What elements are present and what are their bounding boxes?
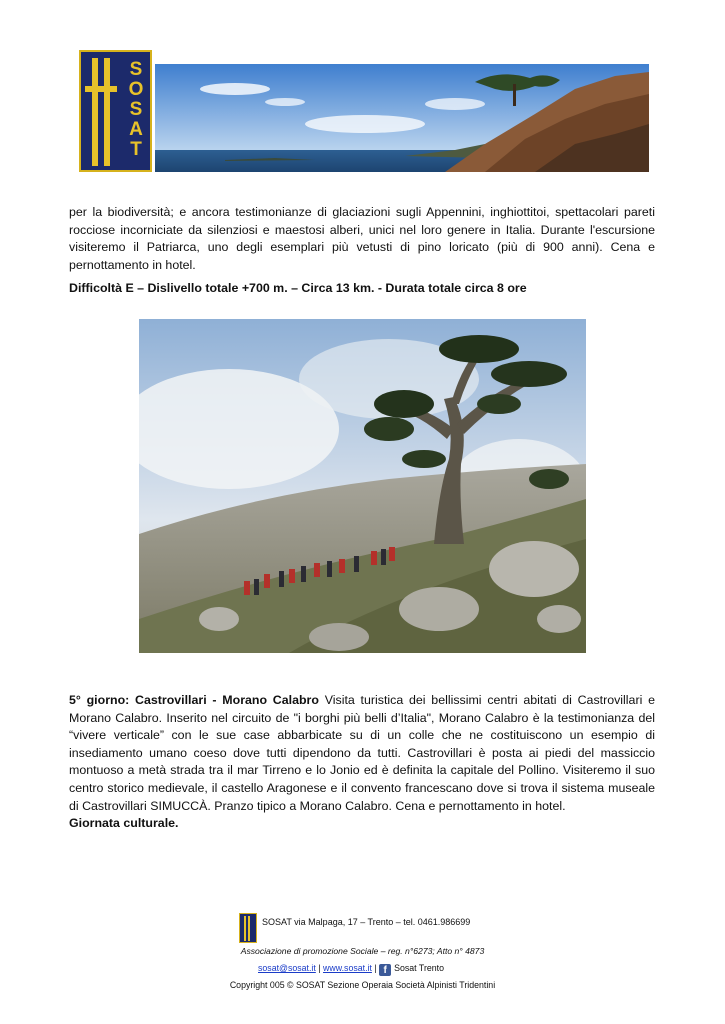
header-coast-photo: [155, 64, 649, 172]
sosat-logo: [79, 50, 152, 172]
footer-copyright: Copyright 005 © SOSAT Sezione Operaia Società Alpinisti Tridentini: [229, 980, 496, 990]
logo-lettering: S O S A T: [128, 59, 144, 160]
footer-association: Associazione di promozione Sociale – reg. n°6273; Atto n° 4873: [240, 946, 485, 956]
separator: |: [318, 963, 321, 973]
sword-icon: [104, 58, 110, 166]
day5-closing: Giornata culturale.: [69, 816, 179, 831]
sword-icon: [92, 58, 98, 166]
footer-contacts: [258, 963, 444, 976]
day5-description: Visita turistica dei bellissimi centri abitati di Castrovillari e Morano Calabro. Inserito nel circuito de "i borghi più belli d’Italia", Morano Calabro è la testimonianza del “vivere verticale” con le sue case abbarbicate su di un colle che ne costituiscono un esempio di insediamento umano coeso dove tutti dipendono da tutti. Castrovillari è posta ai piedi del massiccio montuoso a metà strada tra il mar Tirreno e lo Jonio ed è definita la capitale del Pollino. Visiteremo il suo centro storico medievale, il castello Aragonese e il convento francescano dove si trova il sistema museale di Castrovillari SIMUCCÀ. Pranzo tipico a Morano Calabro. Cena e pernottamento in hotel.: [69, 693, 655, 813]
email-link[interactable]: sosat@sosat.it: [258, 963, 316, 973]
sword-guard-icon: [85, 86, 117, 92]
facebook-label[interactable]: Sosat Trento: [394, 963, 445, 973]
website-link[interactable]: www.sosat.it: [323, 963, 372, 973]
facebook-icon[interactable]: f: [379, 964, 391, 976]
difficulty-info: Difficoltà E – Dislivello totale +700 m. – Circa 13 km. - Durata totale circa 8 ore: [69, 281, 527, 295]
separator: |: [374, 963, 377, 973]
footer-sosat-logo: [239, 913, 257, 943]
patriarca-tree-photo: [139, 319, 586, 653]
day5-paragraph: [69, 692, 655, 833]
footer-address: SOSAT via Malpaga, 17 – Trento – tel. 0461.986699: [262, 917, 471, 927]
day5-title: 5° giorno: Castrovillari - Morano Calabro: [69, 693, 319, 707]
itinerary-paragraph: per la biodiversità; e ancora testimonianze di glaciazioni sugli Appennini, inghiottitoi, spettacolari pareti rocciose incorniciate da silenziosi e maestosi alberi, unici nel loro genere in Italia. Durante l'escursione visiteremo il Patriarca, uno degli esemplari più vetusti di pino loricato (più di 900 anni). Cena e pernottamento in hotel.: [69, 205, 655, 272]
